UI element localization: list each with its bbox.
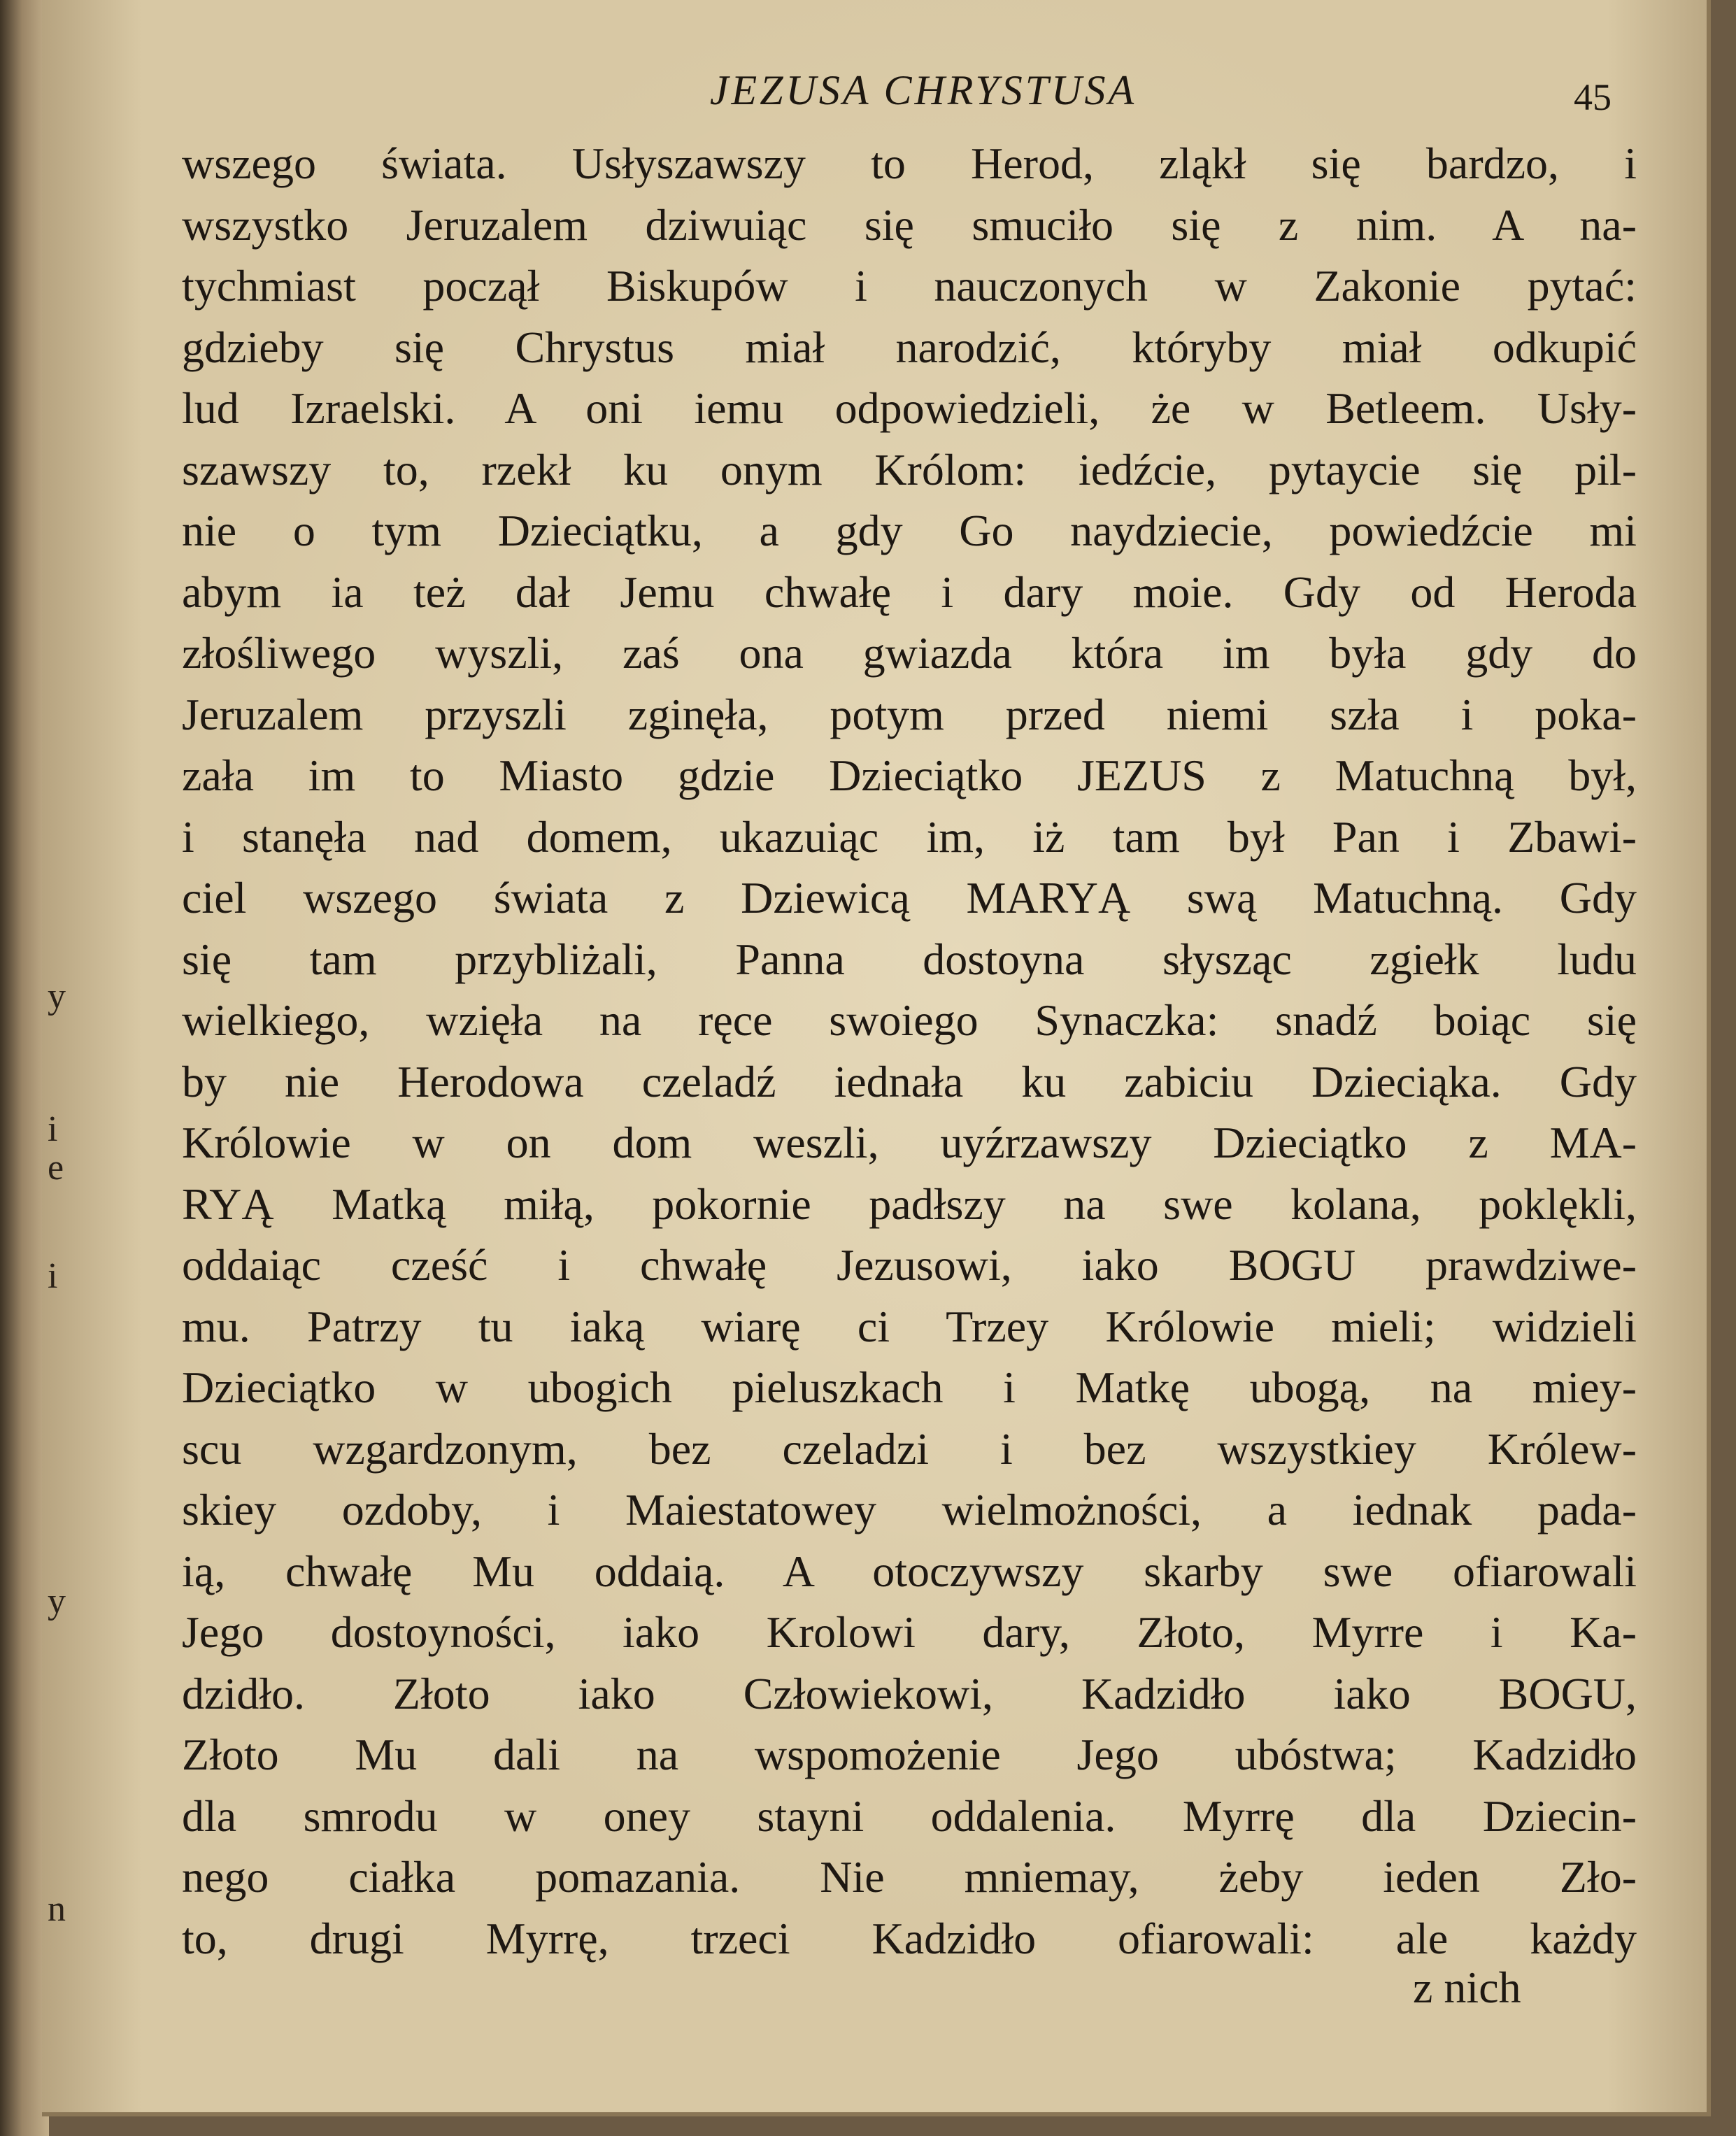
body-text <box>182 133 1637 1969</box>
text-line: to, drugi Myrrę, trzeci Kadzidło ofiarowali: ale każdy <box>182 1913 1637 1963</box>
catchword: z nich <box>1413 1963 1521 2012</box>
margin-fragment: e <box>48 1148 64 1188</box>
text-line: abym ia też dał Jemu chwałę i dary moie. Gdy od Heroda <box>182 567 1637 617</box>
text-line: wszystko Jeruzalem dziwuiąc się smuciło się z nim. A na- <box>182 199 1637 250</box>
adjacent-page-fragments <box>45 0 84 2098</box>
text-line: szawszy to, rzekł ku onym Królom: iedźcie, pytaycie się pil- <box>182 444 1637 494</box>
text-line: i stanęła nad domem, ukazuiąc im, iż tam był Pan i Zbawi- <box>182 811 1637 862</box>
text-line: by nie Herodowa czeladź iednała ku zabiciu Dzieciąka. Gdy <box>182 1056 1637 1106</box>
margin-fragment: y <box>48 976 66 1016</box>
margin-fragment: i <box>48 1256 58 1296</box>
text-line: gdzieby się Chrystus miał narodzić, któryby miał odkupić <box>182 322 1637 372</box>
text-line: scu wzgardzonym, bez czeladzi i bez wszystkiey Królew- <box>182 1423 1637 1474</box>
text-line: dla smrodu w oney stayni oddalenia. Myrrę dla Dziecin- <box>182 1790 1637 1841</box>
text-line: Złoto Mu dali na wspomożenie Jego ubóstwa; Kadzidło <box>182 1730 1637 1779</box>
text-line: wszego świata. Usłyszawszy to Herod, zląkł się bardzo, i <box>182 138 1637 188</box>
text-line: mu. Patrzy tu iaką wiarę ci Trzey Królowie mieli; widzieli <box>182 1301 1637 1351</box>
text-line: dzidło. Złoto iako Człowiekowi, Kadzidło iako BOGU, <box>182 1668 1637 1718</box>
text-line: Królowie w on dom weszli, uyźrzawszy Dzieciątko z MA- <box>182 1118 1637 1167</box>
text-line: RYĄ Matką miłą, pokornie padłszy na swe kolana, poklękli, <box>182 1179 1637 1229</box>
text-line: tychmiast począł Biskupów i nauczonych w Zakonie pytać: <box>182 261 1637 311</box>
text-line: skiey ozdoby, i Maiestatowey wielmożności, a iednak pada- <box>182 1485 1637 1535</box>
text-line: wielkiego, wzięła na ręce swoiego Synaczka: snadź boiąc się <box>182 995 1637 1045</box>
text-line: Jeruzalem przyszli zginęła, potym przed niemi szła i poka- <box>182 689 1637 739</box>
text-line: ią, chwałę Mu oddaią. A otoczywszy skarby swe ofiarowali <box>182 1546 1637 1596</box>
running-title: JEZUSA CHRYSTUSA <box>709 67 1137 113</box>
book-page <box>42 0 1711 2116</box>
text-line: oddaiąc cześć i chwałę Jezusowi, iako BOGU prawdziwe- <box>182 1240 1637 1290</box>
text-line: zała im to Miasto gdzie Dzieciątko JEZUS z Matuchną był, <box>182 750 1637 800</box>
text-line: złośliwego wyszli, zaś ona gwiazda która im była gdy do <box>182 628 1637 678</box>
text-line: ciel wszego świata z Dziewicą MARYĄ swą Matuchną. Gdy <box>182 873 1637 923</box>
text-line: Dzieciątko w ubogich pieluszkach i Matkę ubogą, na miey- <box>182 1362 1637 1412</box>
text-line: lud Izraelski. A oni iemu odpowiedzieli, że w Betleem. Usły- <box>182 383 1637 433</box>
text-line: nie o tym Dzieciątku, a gdy Go naydziecie, powiedźcie mi <box>182 506 1637 555</box>
margin-fragment: i <box>48 1109 58 1149</box>
text-line: nego ciałka pomazania. Nie mniemay, żeby ieden Zło- <box>182 1852 1637 1902</box>
text-line: Jego dostoyności, iako Krolowi dary, Złoto, Myrre i Ka- <box>182 1607 1637 1657</box>
text-line: się tam przybliżali, Panna dostoyna słysząc zgiełk ludu <box>182 934 1637 984</box>
margin-fragment: n <box>48 1889 66 1929</box>
margin-fragment: y <box>48 1581 66 1621</box>
page-number: 45 <box>1574 76 1612 118</box>
